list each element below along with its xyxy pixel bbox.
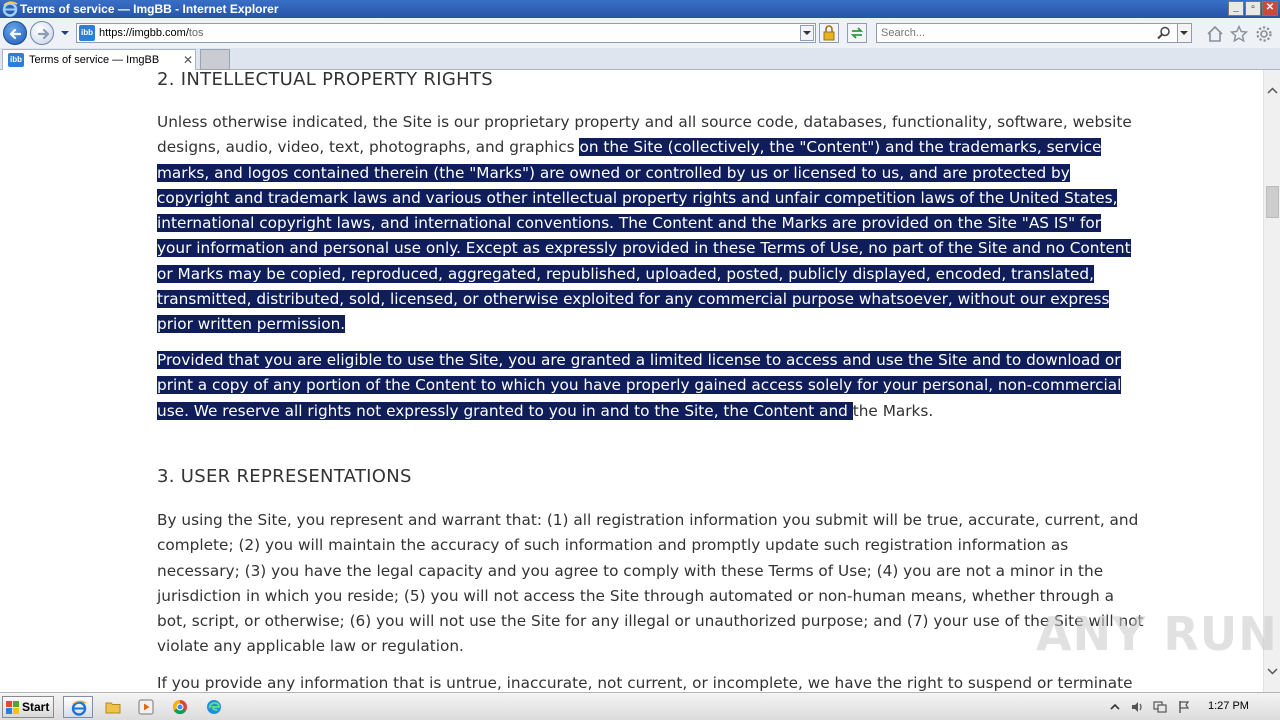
tab-label: Terms of service — ImgBB (29, 54, 160, 66)
tab-bar (0, 48, 1280, 70)
selected-text: on the Site (collectively, the "Content") and the trademarks, service (579, 138, 1102, 157)
maximize-button[interactable]: ▫ (1245, 1, 1261, 16)
settings-gear-icon[interactable] (1255, 25, 1273, 43)
taskbar-internet-explorer[interactable] (63, 696, 93, 718)
lock-icon (820, 24, 838, 42)
new-tab-button[interactable] (200, 49, 230, 70)
favorites-star-icon[interactable] (1230, 25, 1248, 43)
volume-icon[interactable] (1130, 700, 1144, 714)
title-bar (0, 0, 1280, 18)
security-lock-button[interactable] (819, 23, 839, 43)
action-center-flag-icon[interactable] (1177, 700, 1191, 714)
start-button[interactable] (2, 696, 54, 718)
ip-paragraph-2 (157, 348, 1122, 424)
internet-explorer-icon (71, 700, 87, 716)
text-fragment: designs, audio, video, text, photographs, and graphics (157, 138, 580, 157)
search-icon[interactable] (1157, 26, 1171, 40)
refresh-icon (848, 24, 866, 42)
text-line: complete; (2) you will maintain the accuracy of such information and promptly update such registration information as (157, 536, 1069, 555)
chevron-down-icon (1178, 24, 1190, 42)
close-tab-icon[interactable]: ✕ (183, 53, 194, 67)
text-line: jurisdiction in which you reside; (5) you will not access the Site through automated or non-human means, whether through a (157, 586, 1114, 605)
text-line (157, 186, 1118, 211)
scrollbar-thumb[interactable] (1266, 186, 1279, 218)
text-line (157, 211, 1107, 236)
close-window-button[interactable]: ✕ (1262, 1, 1278, 16)
text-line (157, 312, 1107, 337)
section-heading-user-representations: 3. USER REPRESENTATIONS (157, 466, 412, 487)
taskbar (0, 692, 1280, 720)
start-label: Start (22, 700, 50, 714)
scroll-down-arrow-icon[interactable] (1264, 664, 1280, 678)
text-line: Unless otherwise indicated, the Site is our proprietary property and all source code, databases, functionality, software, website (157, 113, 1132, 131)
text-line: If you provide any information that is untrue, inaccurate, not current, or incomplete, we have the right to suspend or terminate (157, 674, 1133, 692)
selected-text: your information and personal use only. Except as expressly provided in these Terms of Use, no part of the Site and no Content (157, 239, 1131, 258)
selected-text: transmitted, distributed, sold, licensed, or otherwise exploited for any commercial purpose whatsoever, without our express (157, 290, 1110, 309)
section-heading-intellectual-property: 2. INTELLECTUAL PROPERTY RIGHTS (157, 70, 493, 90)
search-provider-dropdown[interactable] (1177, 24, 1191, 42)
internet-explorer-icon (2, 1, 18, 17)
text-line (157, 135, 1107, 160)
text-line (157, 399, 1107, 424)
taskbar-file-explorer[interactable] (98, 696, 128, 718)
back-button[interactable] (3, 21, 27, 45)
scroll-up-arrow-icon[interactable] (1264, 84, 1280, 98)
taskbar-clock[interactable]: 1:27 PM (1208, 700, 1249, 712)
refresh-button[interactable] (847, 23, 867, 43)
chrome-icon (172, 699, 188, 715)
ip-paragraph-1 (157, 110, 1132, 338)
user-info-paragraph (157, 671, 1133, 692)
selected-text: or Marks may be copied, reproduced, aggregated, republished, uploaded, posted, publicly displayed, encoded, translated, (157, 264, 1094, 283)
forward-button[interactable] (30, 21, 54, 45)
text-line: By using the Site, you represent and warrant that: (1) all registration information you submit will be true, accurate, current, and (157, 511, 1139, 529)
selected-text: copyright and trademark laws and various other intellectual property rights and unfair competition laws of the United States, (157, 188, 1118, 207)
address-url[interactable] (99, 27, 204, 39)
text-fragment: the Marks. (852, 401, 934, 420)
chevron-down-icon (801, 26, 813, 40)
home-icon[interactable] (1206, 25, 1224, 43)
url-path: tos (188, 27, 204, 39)
text-line: necessary; (3) you have the legal capacity and you agree to comply with these Terms of Use; (4) you are not a minor in the (157, 561, 1104, 580)
window-title: Terms of service — ImgBB - Internet Explorer (20, 2, 279, 16)
selected-text: Provided that you are eligible to use the Site, you are granted a limited license to access and use the Site and to download or (157, 351, 1121, 369)
address-dropdown-button[interactable] (800, 25, 814, 41)
selected-text: print a copy of any portion of the Content to which you have properly gained access solely for your personal, non-commercial (157, 376, 1122, 395)
text-line: bot, script, or otherwise; (6) you will not use the Site for any illegal or unauthorized purpose; and (7) your use of the Site will not (157, 612, 1144, 631)
selected-text: marks, and logos contained therein (the "Marks") are owned or controlled by us or licensed to us, and are protected by (157, 163, 1070, 182)
address-bar[interactable] (76, 23, 816, 43)
folder-icon (105, 699, 121, 715)
forward-arrow-icon (35, 26, 51, 42)
navigation-bar (0, 18, 1280, 48)
media-player-icon (138, 699, 154, 715)
recent-pages-dropdown-icon[interactable] (60, 29, 70, 37)
site-favicon-icon: ibb (79, 25, 95, 41)
text-line (157, 161, 1107, 186)
search-input[interactable] (881, 26, 1151, 40)
edge-icon (206, 699, 222, 715)
search-box[interactable] (876, 23, 1192, 43)
vertical-scrollbar[interactable] (1263, 70, 1280, 692)
text-line (157, 348, 1121, 373)
taskbar-media-player[interactable] (131, 696, 161, 718)
anyrun-watermark: ANY RUN (1036, 607, 1278, 661)
page-content (0, 70, 1263, 692)
network-icon[interactable] (1153, 700, 1167, 714)
taskbar-chrome[interactable] (165, 696, 195, 718)
taskbar-edge[interactable] (199, 696, 229, 718)
text-line: violate any applicable law or regulation. (157, 637, 464, 656)
windows-logo-icon (6, 701, 20, 715)
text-line (157, 236, 1131, 261)
selected-text: use. We reserve all rights not expressly granted to you in and to the Site, the Content and (157, 401, 853, 420)
minimize-button[interactable]: _ (1228, 1, 1244, 16)
text-line (157, 262, 1107, 287)
tab-terms-of-service[interactable] (2, 49, 196, 70)
user-representations-paragraph (157, 508, 1144, 660)
back-arrow-icon (8, 26, 24, 42)
text-line (157, 287, 1110, 312)
selected-text: international copyright laws, and international conventions. The Content and the Marks are provided on the Site "AS IS" for (157, 214, 1102, 233)
show-hidden-icons-icon[interactable] (1108, 700, 1122, 714)
url-host: https://imgbb.com/ (99, 27, 189, 39)
tab-favicon-icon: ibb (8, 53, 24, 67)
selected-text: prior written permission. (157, 315, 346, 334)
text-line (157, 373, 1122, 398)
